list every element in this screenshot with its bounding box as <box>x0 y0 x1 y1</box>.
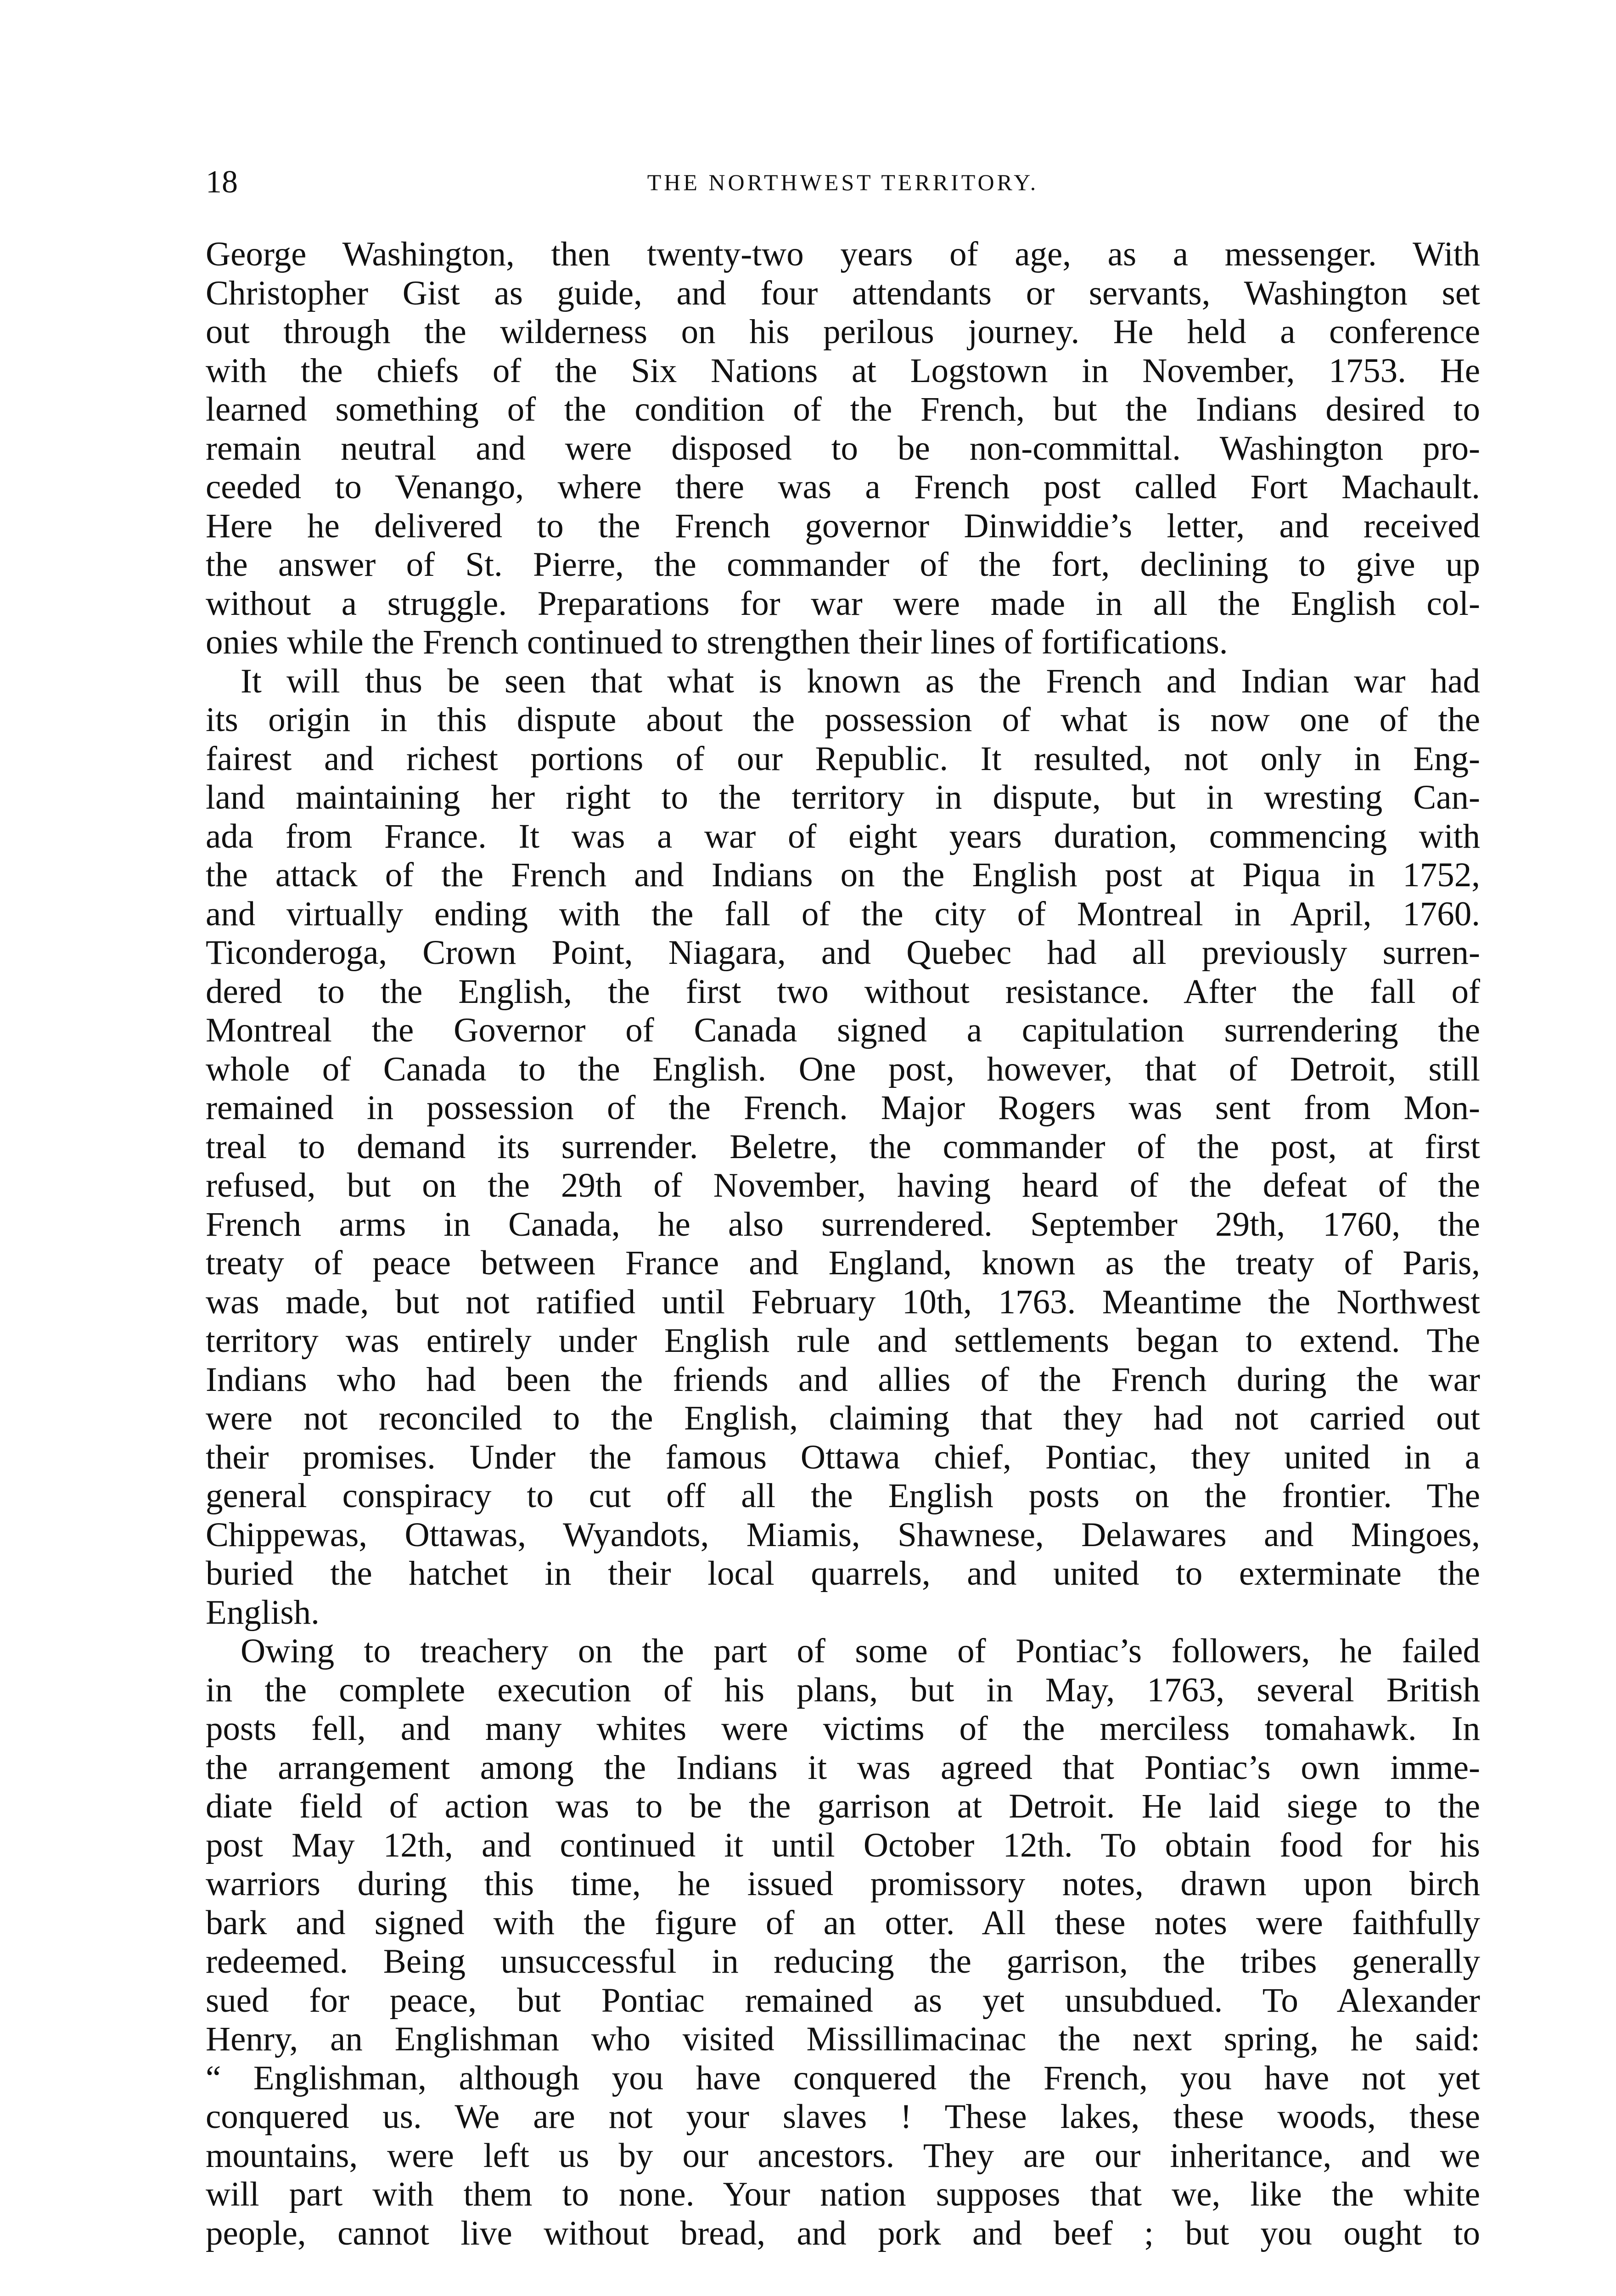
text-line: whole of Canada to the English. One post, however, that of Detroit, still <box>206 1050 1480 1088</box>
body-text <box>206 235 1480 2253</box>
text-line: the attack of the French and Indians on the English post at Piqua in 1752, <box>206 856 1480 894</box>
text-line: onies while the French continued to strengthen their lines of fortifications. <box>206 623 1228 661</box>
text-line: diate field of action was to be the garrison at Detroit. He laid siege to the <box>206 1787 1480 1825</box>
text-line: in the complete execution of his plans, but in May, 1763, several British <box>206 1671 1480 1709</box>
text-line: fairest and richest portions of our Republic. It resulted, not only in Eng- <box>206 739 1480 778</box>
text-line: out through the wilderness on his perilous journey. He held a conference <box>206 313 1480 351</box>
text-line: redeemed. Being unsuccessful in reducing the garrison, the tribes generally <box>206 1942 1480 1981</box>
text-line: Henry, an Englishman who visited Missillimacinac the next spring, he said: <box>206 2020 1480 2058</box>
text-line: remain neutral and were disposed to be non-committal. Washington pro- <box>206 429 1480 467</box>
text-line: posts fell, and many whites were victims of the merciless tomahawk. In <box>206 1710 1480 1748</box>
paragraph-start-line: It will thus be seen that what is known as the French and Indian war had <box>241 662 1480 700</box>
page-header <box>206 162 1480 203</box>
text-line: general conspiracy to cut off all the English posts on the frontier. The <box>206 1477 1480 1515</box>
text-line: bark and signed with the figure of an otter. All these notes were faithfully <box>206 1903 1480 1942</box>
text-line: without a struggle. Preparations for war were made in all the English col- <box>206 584 1480 623</box>
text-line: post May 12th, and continued it until October 12th. To obtain food for his <box>206 1826 1480 1864</box>
text-line: will part with them to none. Your nation supposes that we, like the white <box>206 2175 1480 2213</box>
text-line: mountains, were left us by our ancestors. They are our inheritance, and we <box>206 2136 1480 2175</box>
text-line: remained in possession of the French. Major Rogers was sent from Mon- <box>206 1089 1480 1127</box>
text-line: sued for peace, but Pontiac remained as yet unsubdued. To Alexander <box>206 1981 1480 2020</box>
running-head: THE NORTHWEST TERRITORY. <box>647 169 1039 195</box>
text-line: “ Englishman, although you have conquered the French, you have not yet <box>206 2059 1480 2097</box>
text-line: learned something of the condition of the French, but the Indians desired to <box>206 390 1480 428</box>
text-line: its origin in this dispute about the possession of what is now one of the <box>206 701 1480 739</box>
text-line: territory was entirely under English rule and settlements began to extend. The <box>206 1322 1480 1360</box>
text-line: land maintaining her right to the territory in dispute, but in wresting Can- <box>206 778 1480 816</box>
text-line: conquered us. We are not your slaves ! These lakes, these woods, these <box>206 2098 1480 2136</box>
text-line: was made, but not ratified until February 10th, 1763. Meantime the Northwest <box>206 1283 1480 1321</box>
text-line: English. <box>206 1593 320 1632</box>
text-line: refused, but on the 29th of November, having heard of the defeat of the <box>206 1166 1480 1204</box>
text-line: treal to demand its surrender. Beletre, the commander of the post, at first <box>206 1127 1480 1166</box>
text-line: ada from France. It was a war of eight years duration, commencing with <box>206 817 1480 855</box>
text-line: treaty of peace between France and England, known as the treaty of Paris, <box>206 1244 1480 1282</box>
text-line: Montreal the Governor of Canada signed a capitulation surrendering the <box>206 1011 1480 1049</box>
text-line: people, cannot live without bread, and pork and beef ; but you ought to <box>206 2214 1480 2252</box>
text-line: the arrangement among the Indians it was agreed that Pontiac’s own imme- <box>206 1748 1480 1787</box>
page-number: 18 <box>206 164 238 200</box>
text-line: Here he delivered to the French governor Dinwiddie’s letter, and received <box>206 506 1480 545</box>
text-line: Christopher Gist as guide, and four attendants or servants, Washington set <box>206 274 1480 312</box>
text-line: Chippewas, Ottawas, Wyandots, Miamis, Shawnese, Delawares and Mingoes, <box>206 1515 1480 1554</box>
text-line: Indians who had been the friends and allies of the French during the war <box>206 1360 1480 1399</box>
text-line: George Washington, then twenty-two years of age, as a messenger. With <box>206 235 1480 273</box>
text-line: warriors during this time, he issued promissory notes, drawn upon birch <box>206 1865 1480 1903</box>
text-line: and virtually ending with the fall of the city of Montreal in April, 1760. <box>206 895 1480 933</box>
paragraph-start-line: Owing to treachery on the part of some of Pontiac’s followers, he failed <box>241 1632 1480 1670</box>
text-line: French arms in Canada, he also surrendered. September 29th, 1760, the <box>206 1205 1480 1244</box>
text-line: ceeded to Venango, where there was a French post called Fort Machault. <box>206 468 1480 506</box>
text-line: were not reconciled to the English, claiming that they had not carried out <box>206 1399 1480 1437</box>
text-line: the answer of St. Pierre, the commander of the fort, declining to give up <box>206 546 1480 584</box>
text-line: with the chiefs of the Six Nations at Logstown in November, 1753. He <box>206 351 1480 390</box>
text-line: buried the hatchet in their local quarrels, and united to exterminate the <box>206 1554 1480 1593</box>
text-line: Ticonderoga, Crown Point, Niagara, and Quebec had all previously surren- <box>206 934 1480 972</box>
text-line: dered to the English, the first two without resistance. After the fall of <box>206 972 1480 1011</box>
text-line: their promises. Under the famous Ottawa chief, Pontiac, they united in a <box>206 1438 1480 1476</box>
